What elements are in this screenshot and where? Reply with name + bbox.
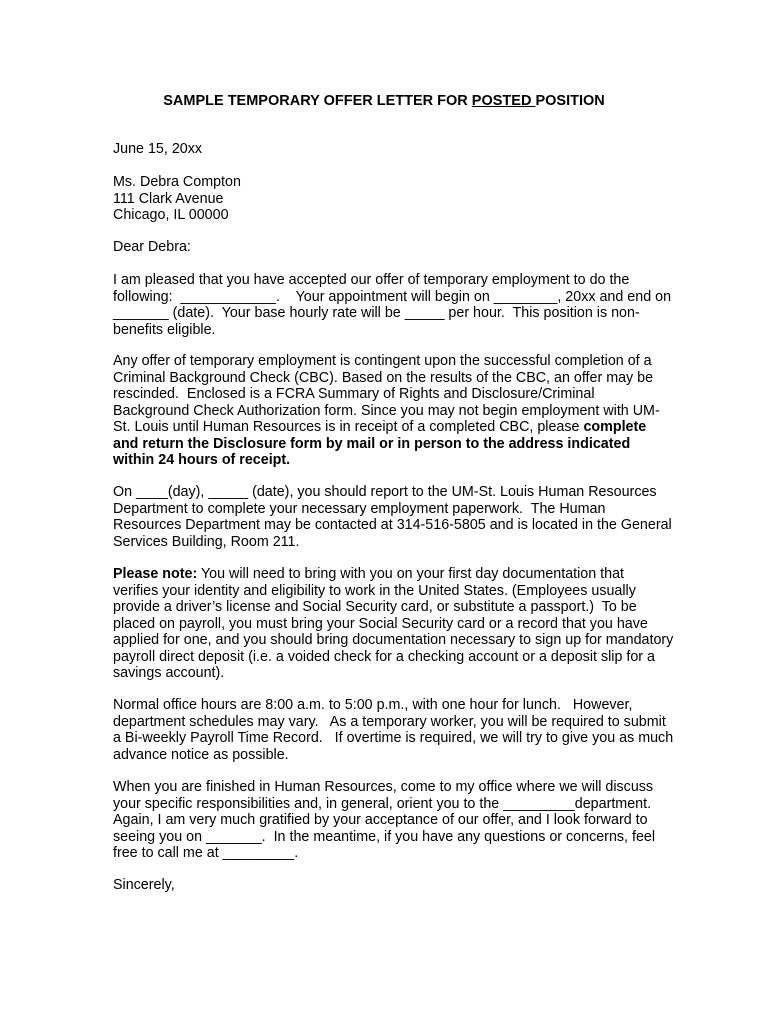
paragraph-line: advance notice as possible. — [113, 746, 289, 763]
address-line: 111 Clark Avenue — [113, 190, 224, 207]
paragraph-line: Any offer of temporary employment is contingent upon the successful completion of a — [113, 353, 652, 369]
paragraph-line: seeing you on _______. In the meantime, if you have any questions or concerns, feel — [113, 828, 656, 845]
bold-instruction-text: and return the Disclosure form by mail or in person to the address indicated — [113, 435, 631, 452]
bold-instruction-line — [113, 436, 630, 453]
paragraph-line: Department to complete your necessary employment paperwork. The Human — [113, 500, 606, 517]
paragraph-line: Normal office hours are 8:00 a.m. to 5:00 p.m., with one hour for lunch. However, — [113, 697, 633, 713]
address-line: Ms. Debra Compton — [113, 174, 241, 190]
paragraph-line: free to call me at _________. — [113, 845, 299, 861]
letter-date: June 15, 20xx — [113, 141, 203, 157]
letter-title — [0, 92, 768, 110]
bold-instruction-line — [113, 452, 290, 469]
paragraph-line: department schedules may vary. As a temporary worker, you will be required to submit — [113, 713, 666, 730]
paragraph-line: On ____(day), _____ (date), you should report to the UM-St. Louis Human Resources — [113, 484, 657, 500]
paragraph-line — [113, 566, 624, 583]
salutation: Dear Debra: — [113, 239, 191, 255]
title-text-start: SAMPLE TEMPORARY OFFER LETTER FOR — [163, 93, 472, 109]
title-text-end: POSITION — [535, 93, 605, 109]
please-note-label: Please note: — [113, 566, 198, 582]
bold-instruction-text: complete — [583, 419, 647, 435]
paragraph-line: your specific responsibilities and, in general, orient you to the _________department. — [113, 795, 652, 812]
paragraph-line: _______ (date). Your base hourly rate will be _____ per hour. This position is non- — [113, 305, 640, 321]
paragraph-line: following: ____________. Your appointment will begin on ________, 20xx and end on — [113, 288, 672, 305]
bold-instruction-text: within 24 hours of receipt. — [113, 452, 291, 468]
paragraph-line: Background Check Authorization form. Since you may not begin employment with UM- — [113, 402, 660, 419]
paragraph-line: a Bi-weekly Payroll Time Record. If overtime is required, we will try to give you as much — [113, 730, 674, 746]
paragraph-text: You will need to bring with you on your first day documentation that — [197, 566, 625, 582]
paragraph-line: savings account). — [113, 665, 225, 681]
paragraph-line: Criminal Background Check (CBC). Based on the results of the CBC, an offer may be — [113, 369, 654, 386]
paragraph-line: payroll direct deposit (i.e. a voided check for a checking account or a deposit slip for a — [113, 648, 655, 665]
paragraph-line: Again, I am very much gratified by your acceptance of our offer, and I look forward to — [113, 812, 648, 828]
paragraph-line — [113, 419, 646, 436]
paragraph-line: benefits eligible. — [113, 321, 216, 338]
paragraph-line: Services Building, Room 211. — [113, 533, 300, 550]
paragraph-line: When you are finished in Human Resources, come to my office where we will discuss — [113, 779, 654, 795]
paragraph-line: placed on payroll, you must bring your Social Security card or a record that you have — [113, 615, 648, 632]
paragraph-line: verifies your identity and eligibility to work in the United States. (Employees usually — [113, 582, 636, 599]
address-line: Chicago, IL 00000 — [113, 207, 229, 223]
closing: Sincerely, — [113, 877, 175, 893]
paragraph-line: Resources Department may be contacted at 314-516-5805 and is located in the General — [113, 517, 672, 533]
paragraph-line: I am pleased that you have accepted our offer of temporary employment to do the — [113, 272, 630, 288]
title-underlined-word: POSTED — [471, 93, 536, 109]
paragraph-line: provide a driver’s license and Social Security card, or substitute a passport.) To be — [113, 599, 637, 615]
paragraph-line: rescinded. Enclosed is a FCRA Summary of Rights and Disclosure/Criminal — [113, 386, 595, 402]
paragraph-line: applied for one, and you should bring documentation necessary to sign up for mandatory — [113, 632, 674, 648]
paragraph-text: St. Louis until Human Resources is in receipt of a completed CBC, please — [113, 419, 584, 435]
